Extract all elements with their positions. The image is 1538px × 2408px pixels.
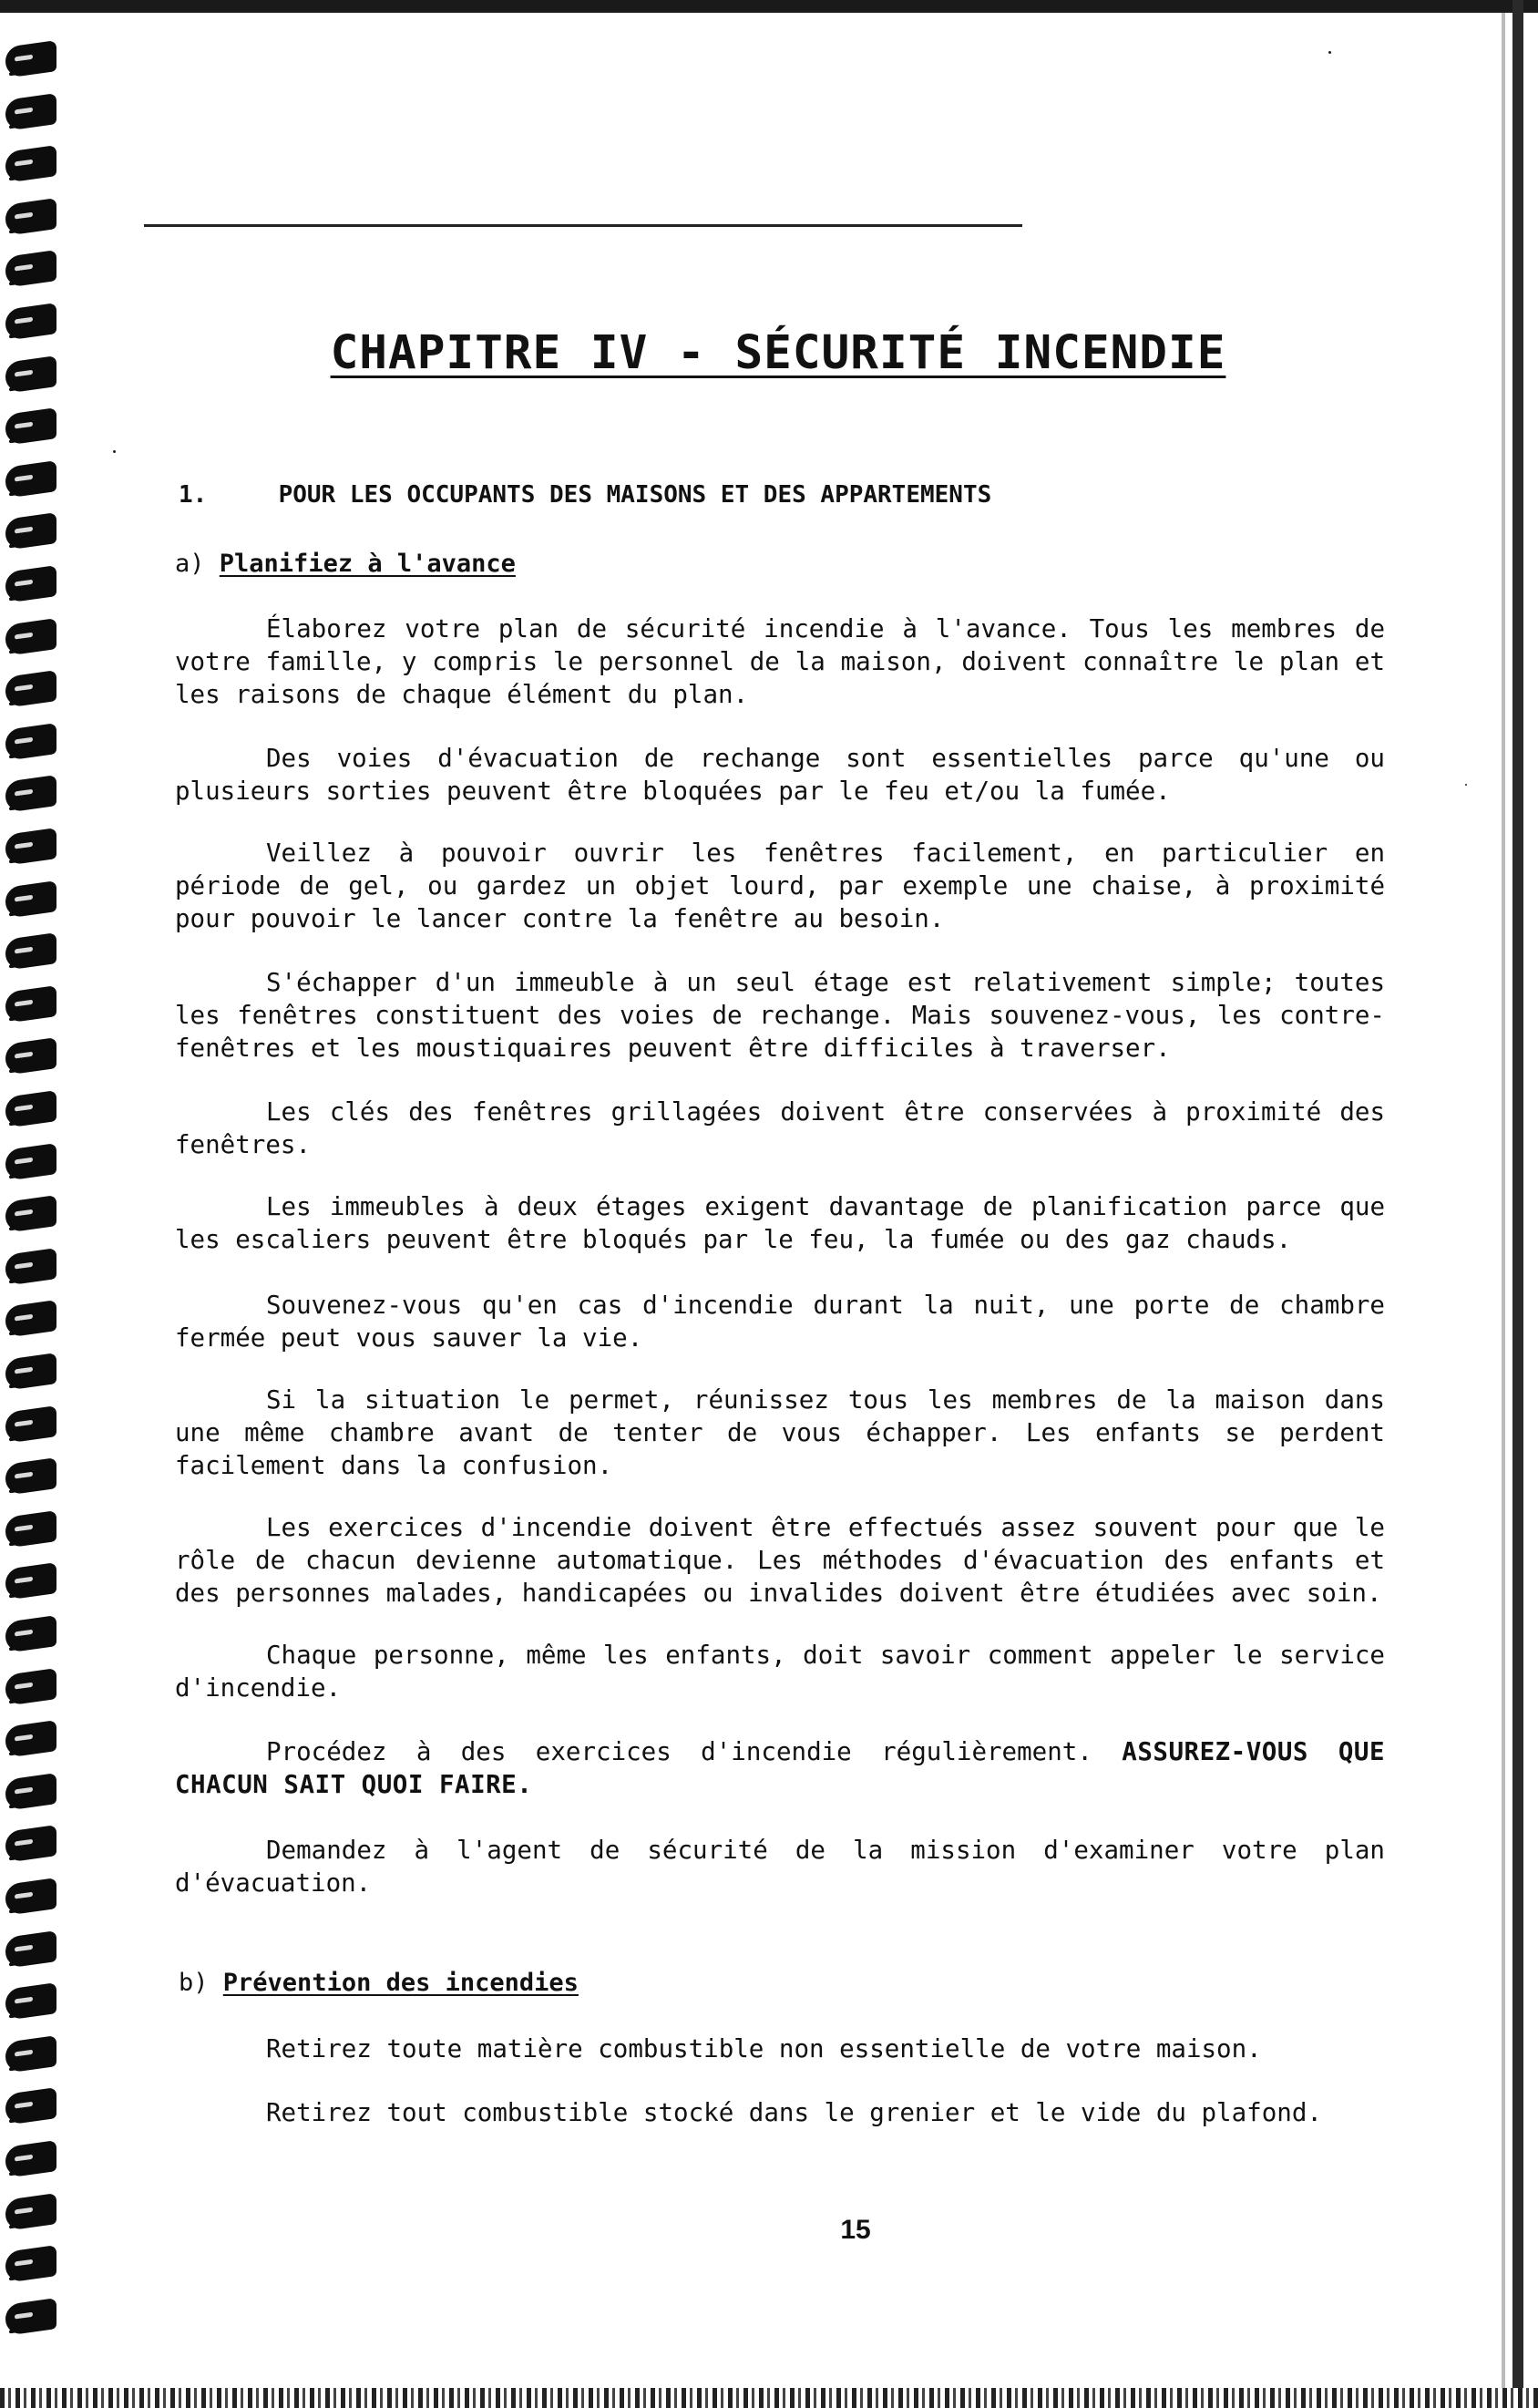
binding-ring bbox=[5, 1143, 56, 1181]
binding-ring bbox=[5, 932, 56, 971]
binding-ring bbox=[5, 775, 56, 813]
subsection-a-label: a) bbox=[175, 550, 205, 578]
binding-ring bbox=[5, 40, 56, 78]
binding-ring bbox=[5, 828, 56, 866]
paragraph: Demandez à l'agent de sécurité de la mission d'examiner votre plan d'évacuation. bbox=[175, 1836, 1385, 1898]
page-edge-bottom bbox=[0, 2388, 1538, 2408]
binding-ring bbox=[5, 1405, 56, 1444]
scan-speck bbox=[113, 450, 116, 453]
paragraph: Les clés des fenêtres grillagées doivent être conservées à proximité des fenêtres. bbox=[175, 1097, 1385, 1159]
binding-ring bbox=[5, 1562, 56, 1600]
binding-ring bbox=[5, 880, 56, 919]
page-number: 15 bbox=[840, 2215, 871, 2245]
binding-ring bbox=[5, 1668, 56, 1706]
binding-ring bbox=[5, 1195, 56, 1233]
binding-ring bbox=[5, 1300, 56, 1338]
section-number: 1. bbox=[179, 481, 208, 509]
paragraph: S'échapper d'un immeuble à un seul étage est relativement simple; toutes les fenêtres constituent des voies de rechange. Mais souvenez-vous, les contre-fenêtres et les moustiquaires peuvent être difficiles à traverser. bbox=[175, 968, 1385, 1063]
binding-ring bbox=[5, 565, 56, 603]
scan-speck bbox=[1328, 51, 1331, 54]
binding-ring bbox=[5, 407, 56, 446]
binding-ring bbox=[5, 670, 56, 708]
spiral-binding bbox=[0, 36, 64, 2370]
binding-ring bbox=[5, 1773, 56, 1811]
paragraph: Souvenez-vous qu'en cas d'incendie durant la nuit, une porte de chambre fermée peut vous sauver la vie. bbox=[175, 1291, 1385, 1353]
section-heading bbox=[179, 481, 991, 509]
binding-ring bbox=[5, 1825, 56, 1863]
binding-ring bbox=[5, 512, 56, 551]
binding-ring bbox=[5, 198, 56, 236]
binding-ring bbox=[5, 985, 56, 1024]
binding-ring bbox=[5, 1510, 56, 1549]
paragraph: Retirez tout combustible stocké dans le grenier et le vide du plafond. bbox=[266, 2098, 1322, 2127]
binding-ring bbox=[5, 1090, 56, 1128]
paragraph: Élaborez votre plan de sécurité incendie à l'avance. Tous les membres de votre famille, y compris le personnel de la maison, doivent connaître le plan et les raisons de chaque élément du plan. bbox=[175, 614, 1385, 709]
subsection-b-title: Prévention des incendies bbox=[222, 1969, 579, 1997]
paragraph: Veillez à pouvoir ouvrir les fenêtres facilement, en particulier en période de gel, ou gardez un objet lourd, par exemple une chaise, à proximité pour pouvoir le lancer contre la fenêtre au besoin. bbox=[175, 839, 1385, 933]
paragraph: Procédez à des exercices d'incendie régulièrement. ASSUREZ-VOUS QUE CHACUN SAIT QUOI FAIRE. bbox=[175, 1737, 1385, 1799]
binding-ring bbox=[5, 723, 56, 761]
binding-ring bbox=[5, 1615, 56, 1653]
binding-ring bbox=[5, 1457, 56, 1496]
paragraph: Les exercices d'incendie doivent être effectués assez souvent pour que le rôle de chacun devienne automatique. Les méthodes d'évacuation des enfants et des personnes malades, handicapées ou invalides doivent être étudiées avec soin. bbox=[175, 1513, 1385, 1608]
binding-ring bbox=[5, 618, 56, 656]
paragraph: Retirez toute matière combustible non essentielle de votre maison. bbox=[266, 2034, 1262, 2063]
binding-ring bbox=[5, 2245, 56, 2283]
chapter-title: CHAPITRE IV - SÉCURITÉ INCENDIE bbox=[330, 326, 1226, 380]
page-edge-top bbox=[0, 0, 1538, 13]
binding-ring bbox=[5, 2087, 56, 2125]
binding-ring bbox=[5, 2298, 56, 2336]
binding-ring bbox=[5, 250, 56, 288]
binding-ring bbox=[5, 2140, 56, 2178]
binding-ring bbox=[5, 460, 56, 499]
header-rule bbox=[144, 224, 1022, 227]
binding-ring bbox=[5, 2035, 56, 2074]
binding-ring bbox=[5, 1248, 56, 1286]
paragraph: Les immeubles à deux étages exigent davantage de planification parce que les escaliers peuvent être bloqués par le feu, la fumée ou des gaz chauds. bbox=[175, 1192, 1385, 1254]
binding-ring bbox=[5, 1353, 56, 1391]
subsection-a-title: Planifiez à l'avance bbox=[219, 550, 516, 578]
binding-ring bbox=[5, 145, 56, 183]
subsection-b-label: b) bbox=[179, 1969, 209, 1997]
paragraph: Chaque personne, même les enfants, doit savoir comment appeler le service d'incendie. bbox=[175, 1641, 1385, 1703]
section-title: POUR LES OCCUPANTS DES MAISONS ET DES APPARTEMENTS bbox=[278, 481, 992, 509]
binding-ring bbox=[5, 1878, 56, 1916]
subsection-b-heading bbox=[179, 1969, 579, 1997]
paragraph: Si la situation le permet, réunissez tous les membres de la maison dans une même chambre avant de tenter de vous échapper. Les enfants se perdent facilement dans la confusion. bbox=[175, 1385, 1385, 1480]
binding-ring bbox=[5, 1037, 56, 1075]
binding-ring bbox=[5, 1982, 56, 2021]
binding-ring bbox=[5, 1720, 56, 1758]
emphasis-text: ASSUREZ-VOUS QUE CHACUN SAIT QUOI FAIRE. bbox=[175, 1737, 1385, 1799]
paragraph: Des voies d'évacuation de rechange sont essentielles parce qu'une ou plusieurs sorties peuvent être bloquées par le feu et/ou la fumée. bbox=[175, 744, 1385, 806]
scan-speck bbox=[1465, 784, 1467, 786]
binding-ring bbox=[5, 93, 56, 131]
binding-ring bbox=[5, 1930, 56, 1969]
subsection-a-heading bbox=[175, 550, 516, 578]
